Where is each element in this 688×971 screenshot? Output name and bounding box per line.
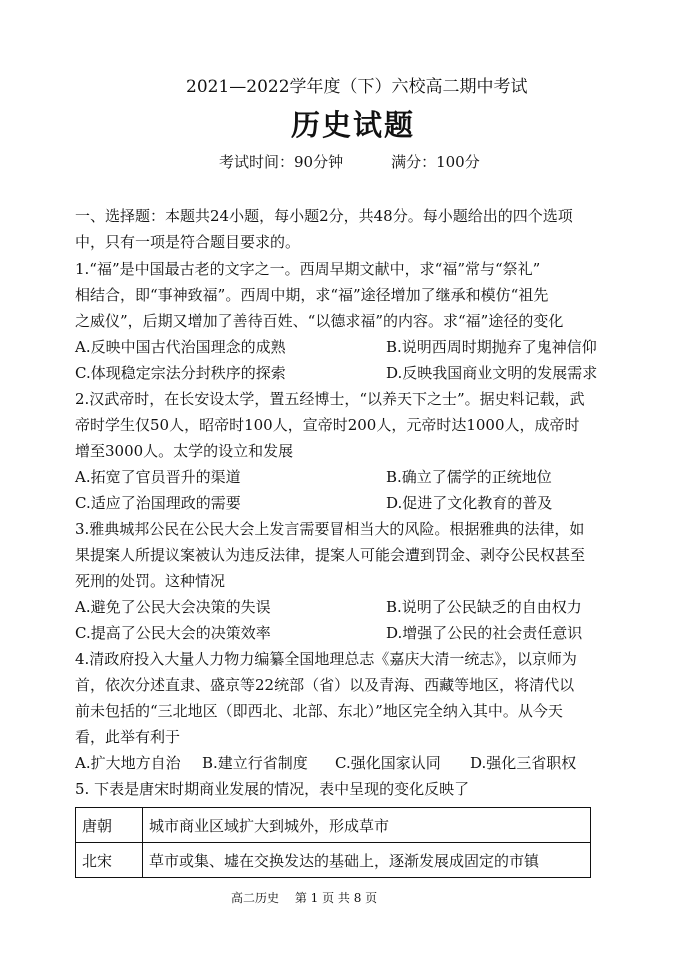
q1-options-row2 [75, 363, 615, 383]
q5-table [75, 807, 591, 878]
q4-options [75, 753, 615, 773]
q4-line: 看，此举有利于 [75, 728, 181, 746]
q3-options-row1 [75, 597, 615, 617]
table-row [76, 843, 591, 878]
q4-option-c[interactable]: C.强化国家认同 [335, 754, 441, 772]
exam-time: 考试时间：90分钟 [219, 153, 344, 171]
exam-score: 满分：100分 [391, 153, 480, 171]
q3-line: 果提案人所提议案被认为违反法律，提案人可能会遭到罚金、剥夺公民权甚至 [75, 546, 586, 564]
q1-option-b[interactable]: B.说明西周时期抛弃了鬼神信仰 [386, 338, 597, 356]
q3-line: 死刑的处罚。这种情况 [75, 572, 226, 590]
q4-line: 前未包括的“三北地区（即西北、北部、东北）”地区完全纳入其中。从今天 [75, 702, 563, 720]
q2-line: 增至3000人。太学的设立和发展 [75, 442, 294, 460]
q1-option-d[interactable]: D.反映我国商业文明的发展需求 [386, 364, 598, 382]
q3-option-b[interactable]: B.说明了公民缺乏的自由权力 [386, 598, 582, 616]
q4-line: 首，依次分述直隶、盛京等22统部（省）以及青海、西藏等地区，将清代以 [75, 676, 575, 694]
q2-line: 帝时学生仅50人，昭帝时100人，宣帝时200人，元帝时达1000人，成帝时 [75, 416, 580, 434]
section-instruction-line2: 中，只有一项是符合题目要求的。 [75, 233, 301, 251]
q4-option-a[interactable]: A.扩大地方自治 [75, 754, 181, 772]
table-cell-desc: 城市商业区域扩大到城外，形成草市 [143, 808, 591, 843]
q3-option-c[interactable]: C.提高了公民大会的决策效率 [75, 624, 271, 642]
q2-options-row1 [75, 467, 615, 487]
q3-options-row2 [75, 623, 615, 643]
section-instruction-line1: 一、选择题：本题共24小题，每小题2分，共48分。每小题给出的四个选项 [75, 207, 573, 225]
exam-title: 2021—2022学年度（下）六校高二期中考试 [186, 77, 528, 97]
q1-options-row1 [75, 337, 615, 357]
q3-option-d[interactable]: D.增强了公民的社会责任意识 [386, 624, 583, 642]
q1-option-c[interactable]: C.体现稳定宗法分封秩序的探索 [75, 364, 286, 382]
q2-option-d[interactable]: D.促进了文化教育的普及 [386, 494, 553, 512]
q1-line: 1.“福”是中国最古老的文字之一。西周早期文献中，求“福”常与“祭礼” [75, 260, 541, 278]
q2-option-c[interactable]: C.适应了治国理政的需要 [75, 494, 241, 512]
q1-option-a[interactable]: A.反映中国古代治国理念的成熟 [75, 338, 286, 356]
table-cell-era: 唐朝 [76, 808, 143, 843]
table-cell-desc: 草市或集、墟在交换发达的基础上，逐渐发展成固定的市镇 [143, 843, 591, 878]
q1-line: 之威仪”，后期又增加了善待百姓、“以德求福”的内容。求“福”途径的变化 [75, 312, 564, 330]
q2-option-b[interactable]: B.确立了儒学的正统地位 [386, 468, 552, 486]
subject-title: 历史试题 [291, 108, 416, 142]
exam-info [219, 152, 480, 172]
q4-option-d[interactable]: D.强化三省职权 [470, 754, 577, 772]
q1-line: 相结合，即“事神致福”。西周中期，求“福”途径增加了继承和模仿“祖先 [75, 286, 549, 304]
page-footer: 高二历史 第 1 页 共 8 页 [231, 891, 378, 905]
q5-line: 5. 下表是唐宋时期商业发展的情况，表中呈现的变化反映了 [75, 780, 470, 798]
q3-option-a[interactable]: A.避免了公民大会决策的失误 [75, 598, 271, 616]
q3-line: 3.雅典城邦公民在公民大会上发言需要冒相当大的风险。根据雅典的法律，如 [75, 520, 585, 538]
q4-line: 4.清政府投入大量人力物力编纂全国地理总志《嘉庆大清一统志》，以京师为 [75, 650, 577, 668]
q2-line: 2.汉武帝时，在长安设太学，置五经博士，“以养天下之士”。据史料记载，武 [75, 390, 585, 408]
q4-option-b[interactable]: B.建立行省制度 [202, 754, 308, 772]
q2-option-a[interactable]: A.拓宽了官员晋升的渠道 [75, 468, 241, 486]
table-row [76, 808, 591, 843]
table-cell-era: 北宋 [76, 843, 143, 878]
q2-options-row2 [75, 493, 615, 513]
